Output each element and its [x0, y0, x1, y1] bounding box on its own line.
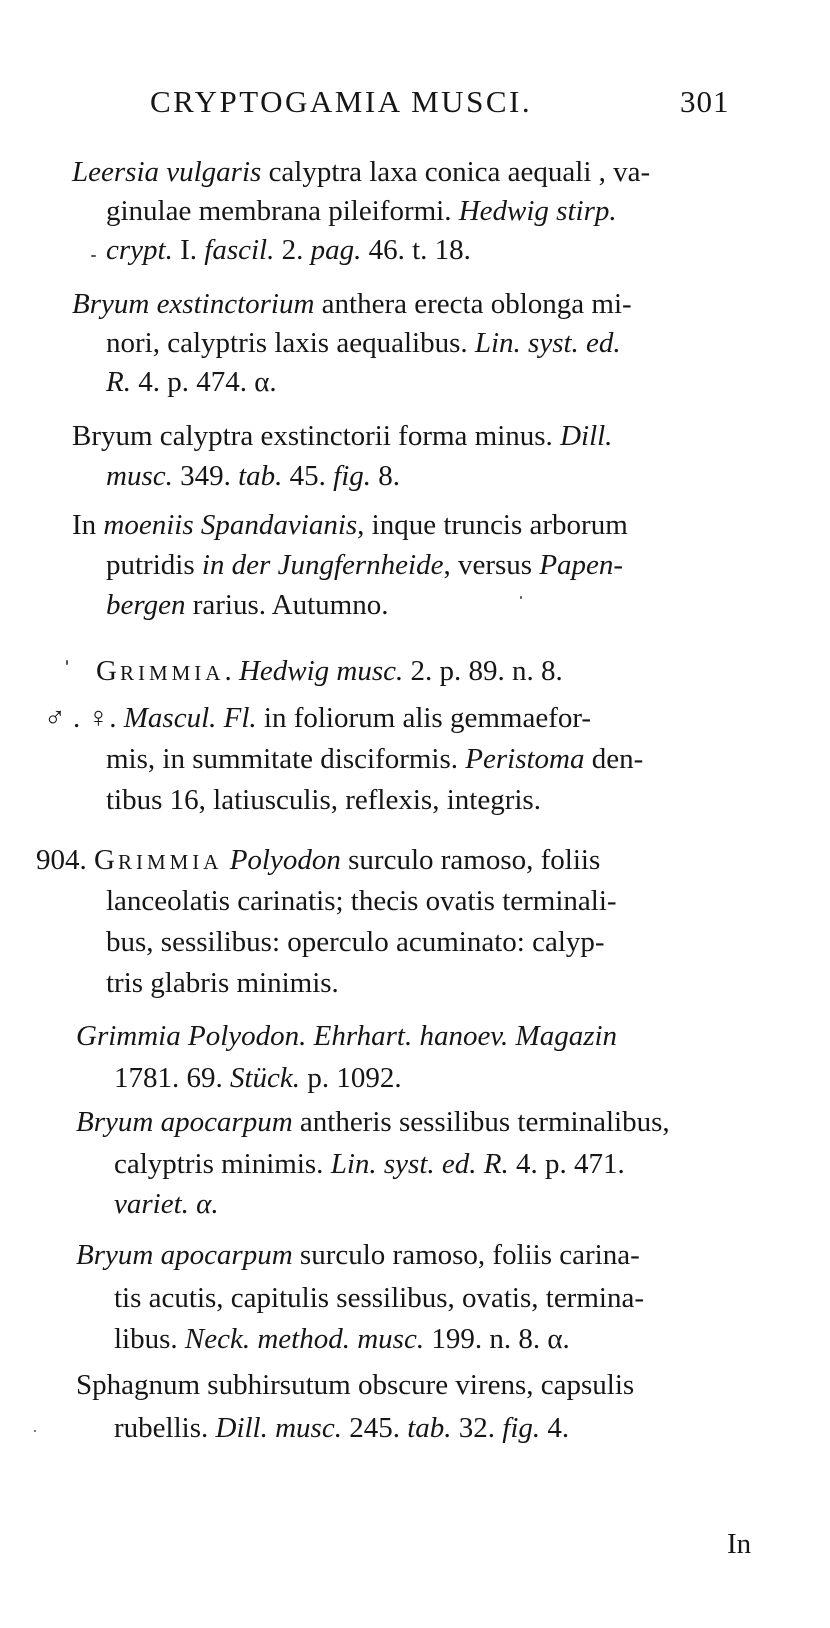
text-line: Bryum calyptra exstinctorii forma minus. Dill.: [72, 420, 613, 452]
text-line: ♂ . ♀. Mascul. Fl. in foliorum alis gemmaefor-: [44, 702, 592, 734]
text-line: ginulae membrana pileiformi. Hedwig stirp.: [106, 195, 617, 227]
species-heading: 904. GRIMMIA Polyodon surculo ramoso, foliis: [36, 844, 601, 876]
text-line: tibus 16, latiusculis, reflexis, integris.: [106, 784, 541, 816]
text-line: Bryum apocarpum antheris sessilibus terminalibus,: [76, 1106, 670, 1138]
text-line: bus, sessilibus: operculo acuminato: calyp-: [106, 926, 605, 958]
scan-speck: [34, 1430, 36, 1432]
running-head: [150, 78, 750, 128]
text-line: Sphagnum subhirsutum obscure virens, capsulis: [76, 1369, 635, 1401]
scan-speck: [66, 660, 68, 665]
page-number: 301: [680, 84, 730, 119]
text-line: calyptris minimis. Lin. syst. ed. R. 4. p. 471.: [114, 1148, 625, 1180]
catchword: In: [727, 1528, 752, 1560]
text-line: variet. α.: [114, 1188, 219, 1220]
text-line: libus. Neck. method. musc. 199. n. 8. α.: [114, 1323, 570, 1355]
text-line: Leersia vulgaris calyptra laxa conica aequali , va-: [72, 156, 651, 188]
text-line: rubellis. Dill. musc. 245. tab. 32. fig. 4.: [114, 1412, 570, 1444]
text-line: putridis in der Jungfernheide, versus Papen-: [106, 549, 624, 581]
text-line: Bryum apocarpum surculo ramoso, foliis carina-: [76, 1239, 640, 1271]
text-line: 1781. 69. Stück. p. 1092.: [114, 1062, 402, 1094]
text-line: nori, calyptris laxis aequalibus. Lin. syst. ed.: [106, 327, 621, 359]
text-line: bergen rarius. Autumno.: [106, 589, 389, 621]
text-line: tris glabris minimis.: [106, 967, 339, 999]
text-line: R. 4. p. 474. α.: [106, 366, 277, 398]
text-line: In moeniis Spandavianis, inque truncis arborum: [72, 509, 628, 541]
text-line: Grimmia Polyodon. Ehrhart. hanoev. Magazin: [76, 1020, 618, 1052]
scan-speck: [91, 255, 96, 257]
genus-heading: GRIMMIA. Hedwig musc. 2. p. 89. n. 8.: [96, 655, 563, 687]
text-line: mis, in summitate disciformis. Peristoma den-: [106, 743, 644, 775]
text-line: musc. 349. tab. 45. fig. 8.: [106, 460, 401, 492]
text-line: Bryum exstinctorium anthera erecta oblonga mi-: [72, 288, 632, 320]
text-line: tis acutis, capitulis sessilibus, ovatis, termina-: [114, 1282, 644, 1314]
scan-speck: [520, 596, 522, 599]
running-title: CRYPTOGAMIA MUSCI.: [150, 84, 533, 119]
text-line: crypt. I. fascil. 2. pag. 46. t. 18.: [106, 234, 471, 266]
text-line: lanceolatis carinatis; thecis ovatis terminali-: [106, 885, 617, 917]
